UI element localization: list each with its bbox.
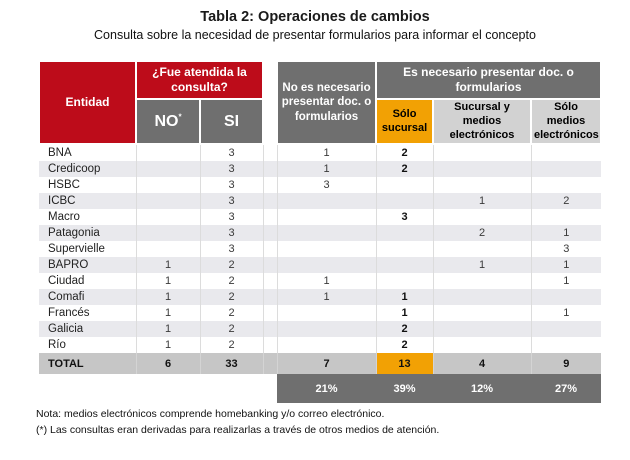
- percent-solo-sucursal: 39%: [376, 374, 433, 403]
- cell-no_nec: 3: [277, 177, 376, 193]
- cell-si: 3: [200, 225, 263, 241]
- cell-suc_med: [433, 289, 531, 305]
- cell-no: [136, 161, 200, 177]
- cell-si: 2: [200, 289, 263, 305]
- table-row: [39, 273, 601, 289]
- table-body: [39, 144, 601, 353]
- cell-solo_suc: [376, 193, 433, 209]
- cell-entidad: ICBC: [48, 195, 76, 208]
- cell-si: 3: [200, 177, 263, 193]
- table-row: [39, 289, 601, 305]
- cell-si: 3: [200, 209, 263, 225]
- data-table-container: [38, 60, 602, 403]
- table-row: [39, 337, 601, 353]
- gap-cell: [263, 241, 277, 257]
- cell-solo_med: 2: [531, 193, 601, 209]
- cell-no: [136, 177, 200, 193]
- cell-solo_med: [531, 289, 601, 305]
- percent-solo-medios: 27%: [531, 374, 601, 403]
- total-gap-cell: [263, 353, 277, 374]
- cell-suc_med: 1: [433, 257, 531, 273]
- cell-no_nec: [277, 321, 376, 337]
- cell-no_nec: [277, 193, 376, 209]
- cell-no_nec: [277, 305, 376, 321]
- gap-cell: [263, 289, 277, 305]
- cell-entidad: Ciudad: [48, 275, 85, 288]
- cell-si: 3: [200, 241, 263, 257]
- cell-no: [136, 193, 200, 209]
- total-row: [39, 353, 601, 374]
- cell-si: 2: [200, 273, 263, 289]
- percentages-row: [39, 374, 601, 403]
- cell-si: 2: [200, 305, 263, 321]
- cell-no: 1: [136, 257, 200, 273]
- header-si: SI: [200, 99, 263, 144]
- header-es-necesario: Es necesario presentar doc. o formularios: [376, 61, 601, 99]
- cell-solo_med: 3: [531, 241, 601, 257]
- cell-solo_suc: 2: [376, 144, 433, 161]
- table-header: [39, 61, 601, 144]
- cell-no: 1: [136, 273, 200, 289]
- cell-no: 1: [136, 321, 200, 337]
- cell-no_nec: 1: [277, 289, 376, 305]
- cell-no: [136, 225, 200, 241]
- cell-entidad: BAPRO: [48, 259, 89, 272]
- cell-solo_suc: [376, 273, 433, 289]
- cell-si: 2: [200, 321, 263, 337]
- cell-solo_med: [531, 161, 601, 177]
- footnotes: [36, 406, 439, 439]
- table-row: [39, 305, 601, 321]
- total-label: TOTAL: [39, 353, 136, 374]
- header-fue-atendida: ¿Fue atendida la consulta?: [136, 61, 263, 99]
- cell-solo_suc: 2: [376, 337, 433, 353]
- total-solo-sucursal: 13: [376, 353, 433, 374]
- cell-entidad: Francés: [48, 307, 90, 320]
- total-no: 6: [136, 353, 200, 374]
- cell-no: 1: [136, 337, 200, 353]
- total-sucursal-medios: 4: [433, 353, 531, 374]
- cell-solo_med: [531, 337, 601, 353]
- gap-cell: [263, 321, 277, 337]
- cell-solo_med: [531, 177, 601, 193]
- gap-cell: [263, 177, 277, 193]
- cell-solo_suc: 2: [376, 161, 433, 177]
- gap-cell: [263, 305, 277, 321]
- footnote-asterisk: *: [178, 112, 182, 122]
- cell-solo_med: [531, 209, 601, 225]
- cell-no_nec: [277, 225, 376, 241]
- header-no: [136, 99, 200, 144]
- cell-suc_med: [433, 337, 531, 353]
- cell-solo_med: [531, 321, 601, 337]
- footnote-asterisk-text: (*) Las consultas eran derivadas para realizarlas a través de otros medios de atención.: [36, 424, 440, 437]
- table-row: [39, 321, 601, 337]
- page-subtitle: Consulta sobre la necesidad de presentar formularios para informar el concepto: [94, 28, 536, 42]
- header-gap-spacer: [263, 61, 277, 144]
- gap-cell: [263, 161, 277, 177]
- cell-solo_suc: [376, 225, 433, 241]
- cell-solo_med: 1: [531, 225, 601, 241]
- gap-cell: [263, 144, 277, 161]
- cell-solo_suc: [376, 241, 433, 257]
- table-row: [39, 241, 601, 257]
- cell-solo_med: 1: [531, 257, 601, 273]
- cell-suc_med: [433, 177, 531, 193]
- cell-solo_suc: [376, 257, 433, 273]
- cell-entidad: HSBC: [48, 179, 80, 192]
- footnote-nota: Nota: medios electrónicos comprende homebanking y/o correo electrónico.: [36, 408, 385, 420]
- table-row: [39, 209, 601, 225]
- cell-suc_med: [433, 321, 531, 337]
- total-no-necesario: 7: [277, 353, 376, 374]
- cell-entidad: Río: [48, 339, 66, 352]
- gap-cell: [263, 273, 277, 289]
- cell-solo_suc: [376, 177, 433, 193]
- cell-si: 2: [200, 337, 263, 353]
- cell-si: 3: [200, 193, 263, 209]
- cell-entidad: Credicoop: [48, 163, 101, 176]
- cell-solo_suc: 1: [376, 289, 433, 305]
- table-row: [39, 144, 601, 161]
- cell-solo_med: 1: [531, 273, 601, 289]
- cell-suc_med: 1: [433, 193, 531, 209]
- cell-si: 3: [200, 161, 263, 177]
- header-no-necesario: No es necesario presentar doc. o formularios: [277, 61, 376, 144]
- cell-no_nec: [277, 241, 376, 257]
- cell-entidad: Macro: [48, 211, 80, 224]
- gap-cell: [263, 337, 277, 353]
- cell-solo_med: [531, 144, 601, 161]
- cell-solo_suc: 2: [376, 321, 433, 337]
- cell-solo_suc: 1: [376, 305, 433, 321]
- cell-entidad: Supervielle: [48, 243, 105, 256]
- cell-no: 1: [136, 289, 200, 305]
- total-si: 33: [200, 353, 263, 374]
- cell-suc_med: [433, 209, 531, 225]
- table-footer: [39, 353, 601, 403]
- gap-cell: [263, 193, 277, 209]
- table-row: [39, 161, 601, 177]
- cell-suc_med: [433, 144, 531, 161]
- table-row: [39, 225, 601, 241]
- header-solo-sucursal: Sólo sucursal: [376, 99, 433, 144]
- table-row: [39, 193, 601, 209]
- cell-no_nec: 1: [277, 144, 376, 161]
- cell-si: 2: [200, 257, 263, 273]
- cell-solo_suc: 3: [376, 209, 433, 225]
- cell-no_nec: [277, 209, 376, 225]
- cell-suc_med: [433, 273, 531, 289]
- cell-entidad: BNA: [48, 147, 72, 160]
- cell-no: [136, 241, 200, 257]
- cell-no: [136, 144, 200, 161]
- cell-entidad: Comafi: [48, 291, 85, 304]
- cell-suc_med: [433, 305, 531, 321]
- total-solo-medios: 9: [531, 353, 601, 374]
- cell-no_nec: [277, 257, 376, 273]
- header-no-label: NO: [154, 112, 179, 130]
- cell-no_nec: 1: [277, 161, 376, 177]
- table-row: [39, 177, 601, 193]
- table-row: [39, 257, 601, 273]
- cell-no_nec: 1: [277, 273, 376, 289]
- gap-cell: [263, 225, 277, 241]
- percent-sucursal-medios: 12%: [433, 374, 531, 403]
- cell-solo_med: 1: [531, 305, 601, 321]
- cell-suc_med: [433, 161, 531, 177]
- header-solo-medios: Sólo medios electrónicos: [531, 99, 601, 144]
- header-entidad: Entidad: [39, 61, 136, 144]
- data-table: [38, 60, 602, 403]
- cell-no: [136, 209, 200, 225]
- cell-entidad: Patagonia: [48, 227, 100, 240]
- cell-si: 3: [200, 144, 263, 161]
- percent-empty-cell: [39, 374, 277, 403]
- gap-cell: [263, 209, 277, 225]
- cell-entidad: Galicia: [48, 323, 84, 336]
- gap-cell: [263, 257, 277, 273]
- page-title: Tabla 2: Operaciones de cambios: [200, 9, 430, 25]
- cell-suc_med: [433, 241, 531, 257]
- cell-no: 1: [136, 305, 200, 321]
- percent-no-necesario: 21%: [277, 374, 376, 403]
- cell-no_nec: [277, 337, 376, 353]
- cell-suc_med: 2: [433, 225, 531, 241]
- header-sucursal-medios: Sucursal y medios electrónicos: [433, 99, 531, 144]
